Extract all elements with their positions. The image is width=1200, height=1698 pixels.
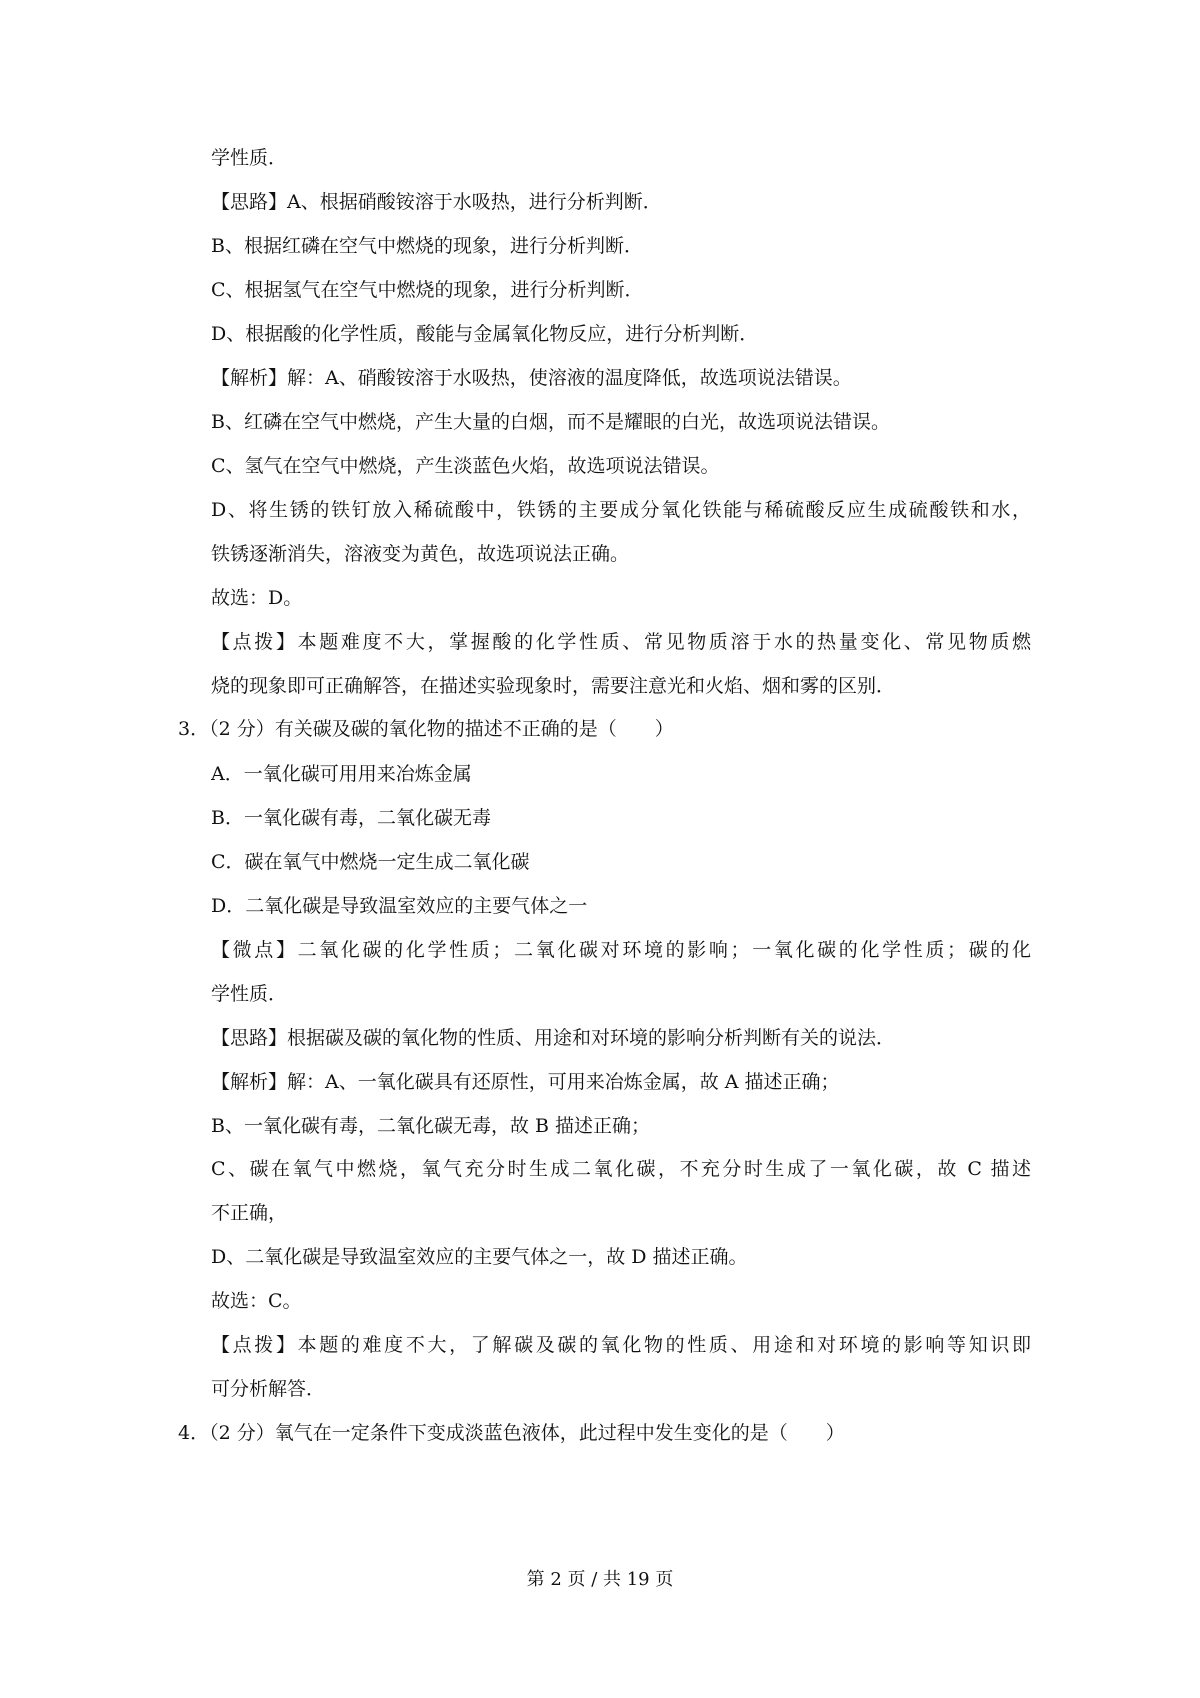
- text-line: D、二氧化碳是导致温室效应的主要气体之一，故 D 描述正确。: [211, 1246, 748, 1268]
- option-c: C．碳在氧气中燃烧一定生成二氧化碳: [211, 851, 530, 873]
- text-line: 【思路】根据碳及碳的氧化物的性质、用途和对环境的影响分析判断有关的说法．: [211, 1027, 896, 1049]
- text-line: B、一氧化碳有毒，二氧化碳无毒，故 B 描述正确；: [211, 1115, 651, 1137]
- text-line: 【点拨】本题的难度不大，了解碳及碳的氧化物的性质、用途和对环境的影响等知识即: [211, 1334, 1031, 1356]
- text-line: 学性质．: [211, 147, 288, 169]
- text-line: C、碳在氧气中燃烧，氧气充分时生成二氧化碳，不充分时生成了一氧化碳，故 C 描述: [211, 1158, 1031, 1180]
- text-line: 烧的现象即可正确解答，在描述实验现象时，需要注意光和火焰、烟和雾的区别．: [211, 675, 896, 697]
- option-d: D．二氧化碳是导致温室效应的主要气体之一: [211, 895, 588, 917]
- text-line: 【点拨】本题难度不大，掌握酸的化学性质、常见物质溶于水的热量变化、常见物质燃: [211, 631, 1031, 653]
- text-line: 【解析】解：A、一氧化碳具有还原性，可用来冶炼金属，故 A 描述正确；: [211, 1071, 840, 1093]
- text-line: 故选：C。: [211, 1290, 302, 1312]
- page-footer: 第 2 页 / 共 19 页: [526, 1569, 674, 1590]
- text-line: 铁锈逐渐消失，溶液变为黄色，故选项说法正确。: [211, 543, 630, 565]
- question-3-stem: 3．（2 分）有关碳及碳的氧化物的描述不正确的是（ ）: [178, 718, 674, 740]
- option-b: B．一氧化碳有毒，二氧化碳无毒: [211, 807, 491, 829]
- text-line: C、氢气在空气中燃烧，产生淡蓝色火焰，故选项说法错误。: [211, 455, 720, 477]
- text-line: 故选：D。: [211, 587, 303, 609]
- option-a: A．一氧化碳可用用来冶炼金属: [211, 763, 472, 785]
- text-line: 学性质．: [211, 983, 288, 1005]
- question-4-stem: 4．（2 分）氧气在一定条件下变成淡蓝色液体，此过程中发生变化的是（ ）: [178, 1422, 845, 1444]
- text-line: B、红磷在空气中燃烧，产生大量的白烟，而不是耀眼的白光，故选项说法错误。: [211, 411, 890, 433]
- text-line: 【微点】二氧化碳的化学性质；二氧化碳对环境的影响；一氧化碳的化学性质；碳的化: [211, 939, 1031, 961]
- text-line: D、根据酸的化学性质，酸能与金属氧化物反应，进行分析判断．: [211, 323, 759, 345]
- text-line: B、根据红磷在空气中燃烧的现象，进行分析判断．: [211, 235, 643, 257]
- text-line: 【思路】A、根据硝酸铵溶于水吸热，进行分析判断．: [211, 191, 662, 213]
- text-line: D、将生锈的铁钉放入稀硫酸中，铁锈的主要成分氧化铁能与稀硫酸反应生成硫酸铁和水，: [211, 499, 1031, 521]
- text-line: C、根据氢气在空气中燃烧的现象，进行分析判断．: [211, 279, 644, 301]
- text-line: 可分析解答．: [211, 1378, 326, 1400]
- text-line: 不正确，: [211, 1202, 288, 1224]
- text-line: 【解析】解：A、硝酸铵溶于水吸热，使溶液的温度降低，故选项说法错误。: [211, 367, 852, 389]
